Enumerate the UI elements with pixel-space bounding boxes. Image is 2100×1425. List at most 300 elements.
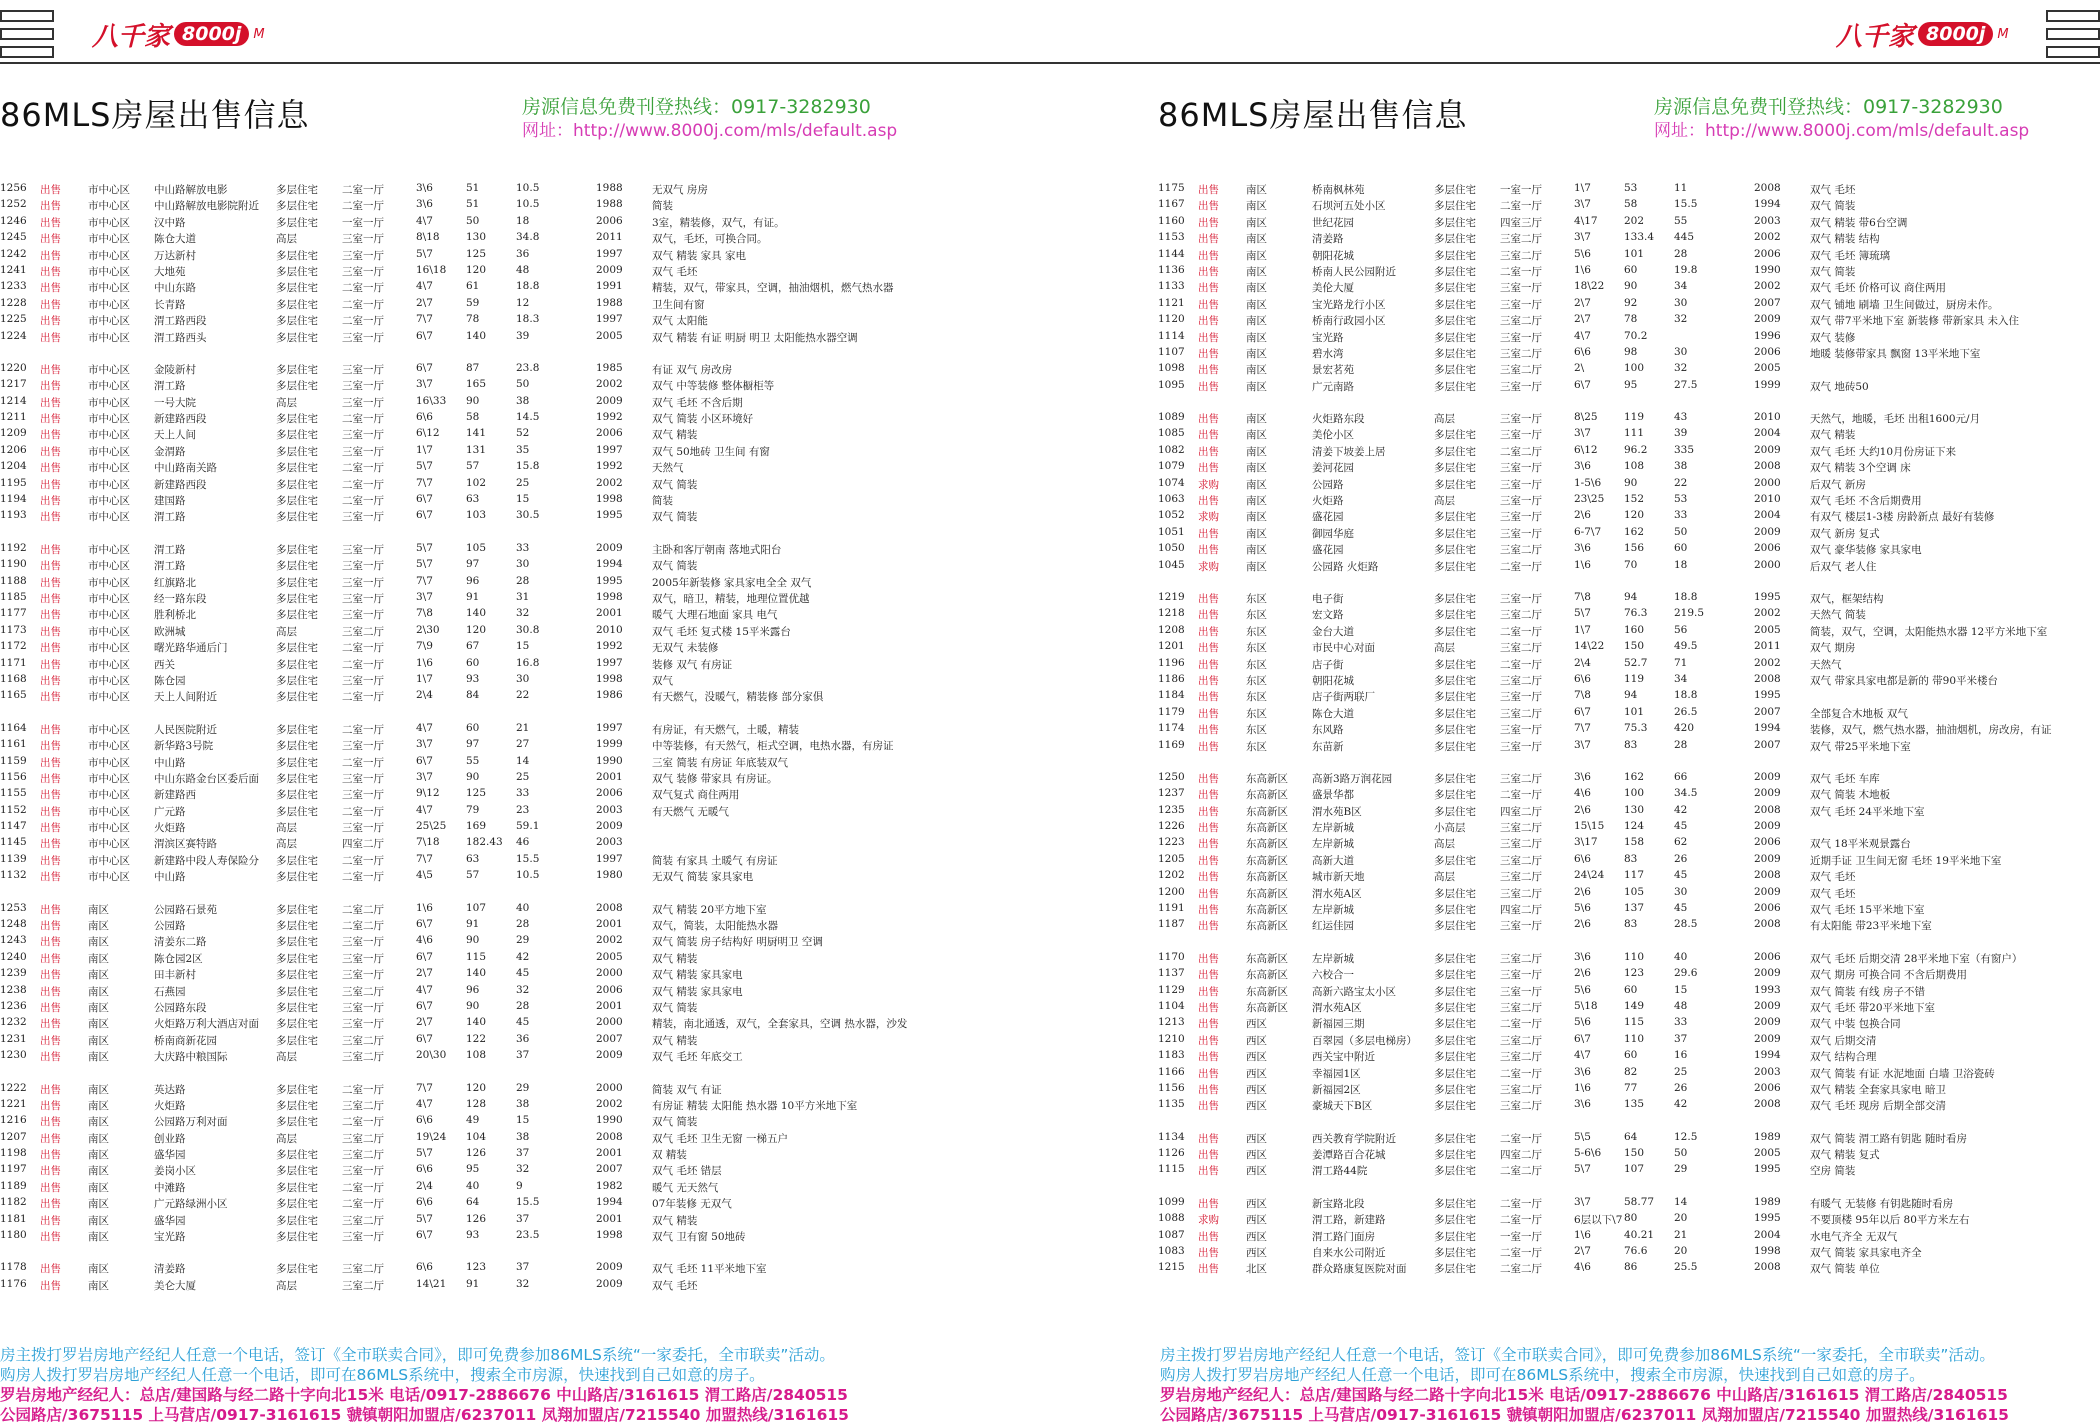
listing-id: 1187 <box>1158 918 1185 931</box>
listing-floor: 2\7 <box>416 967 433 980</box>
listing-year: 2004 <box>1754 509 1781 522</box>
listing-district: 南区 <box>88 1279 109 1292</box>
listing-type: 出售 <box>1198 331 1219 344</box>
listing-id: 1087 <box>1158 1228 1185 1241</box>
listing-area: 78 <box>466 313 480 326</box>
listing-floor: 7\9 <box>416 640 433 653</box>
listing-row <box>1158 1163 2100 1179</box>
listing-id: 1237 <box>1158 787 1185 800</box>
listing-type: 出售 <box>40 315 61 328</box>
listing-notes: 双气 中等装修 整体橱柜等 <box>652 380 775 393</box>
listing-area: 95 <box>466 1163 480 1176</box>
listing-location: 新福园2区 <box>1312 1083 1361 1096</box>
listing-year: 1997 <box>596 721 623 734</box>
listing-year: 1980 <box>596 869 623 882</box>
listing-location: 世纪花园 <box>1312 216 1354 229</box>
listing-notes: 双气 简装 <box>652 478 698 491</box>
listing-floor: 6\6 <box>1574 852 1591 865</box>
listing-id: 1190 <box>0 558 27 571</box>
listing-building-type: 多层住宅 <box>276 1149 318 1162</box>
listing-layout: 二室一厅 <box>1500 1132 1542 1145</box>
listing-id: 1213 <box>1158 1016 1185 1029</box>
listing-district: 市中心区 <box>88 413 130 426</box>
listing-id: 1184 <box>1158 689 1185 702</box>
listing-building-type: 多层住宅 <box>276 756 318 769</box>
listing-year: 1999 <box>596 738 623 751</box>
listing-layout: 二室一厅 <box>342 495 384 508</box>
listing-row <box>1158 1229 2100 1245</box>
listing-type: 出售 <box>1198 298 1219 311</box>
listing-row <box>0 297 1040 313</box>
listing-district: 东高新区 <box>1246 789 1288 802</box>
listing-price: 23.8 <box>516 361 540 374</box>
listing-price: 30.8 <box>516 623 540 636</box>
listing-location: 盛华园 <box>154 1214 186 1227</box>
listing-row <box>0 1180 1040 1196</box>
listing-notes: 双气 毛坯 不含后期费用 <box>1810 495 1922 508</box>
listing-layout: 三室二厅 <box>1500 772 1542 785</box>
listing-id: 1216 <box>0 1114 27 1127</box>
listing-floor: 4\7 <box>1574 329 1591 342</box>
listing-district: 南区 <box>1246 298 1267 311</box>
listing-year: 1998 <box>1754 1245 1781 1258</box>
listing-layout: 二室一厅 <box>342 723 384 736</box>
listing-location: 中山东路 <box>154 282 196 295</box>
listing-location: 渭水苑B区 <box>1312 805 1362 818</box>
listing-id: 1135 <box>1158 1098 1185 1111</box>
listing-id: 1194 <box>0 493 27 506</box>
listing-layout: 二室一厅 <box>342 1116 384 1129</box>
listing-notes: 装修，双气，燃气热水器，抽油烟机，房改房，有证 <box>1810 724 2052 737</box>
listing-layout: 三室一厅 <box>1500 495 1542 508</box>
listing-building-type: 多层住宅 <box>1434 249 1476 262</box>
listing-location: 姜河花园 <box>1312 462 1354 475</box>
listing-id: 1169 <box>1158 738 1185 751</box>
listing-area: 93 <box>466 1229 480 1242</box>
listing-row <box>1158 886 2100 902</box>
listing-row <box>0 215 1040 231</box>
listing-area: 60 <box>1624 983 1638 996</box>
listing-year: 2007 <box>1754 738 1781 751</box>
listing-row <box>1158 1033 2100 1049</box>
listing-building-type: 多层住宅 <box>1434 887 1476 900</box>
listing-building-type: 多层住宅 <box>276 1198 318 1211</box>
listing-building-type: 多层住宅 <box>1434 674 1476 687</box>
listing-location: 景宏茗苑 <box>1312 364 1354 377</box>
listing-building-type: 多层住宅 <box>276 216 318 229</box>
listing-floor: 16\33 <box>416 394 447 407</box>
listing-id: 1215 <box>1158 1261 1185 1274</box>
listing-location: 左岸新城 <box>1312 904 1354 917</box>
listing-floor: 6\7 <box>1574 378 1591 391</box>
listing-location: 公园路万利对面 <box>154 1116 228 1129</box>
listing-year: 2009 <box>1754 443 1781 456</box>
listing-building-type: 多层住宅 <box>276 789 318 802</box>
listing-id: 1235 <box>1158 803 1185 816</box>
listing-price: 28 <box>516 918 530 931</box>
listing-type: 出售 <box>40 233 61 246</box>
listing-floor: 6\7 <box>416 950 433 963</box>
listing-floor: 7\7 <box>416 574 433 587</box>
listing-layout: 三室二厅 <box>1500 642 1542 655</box>
listing-layout: 三室一厅 <box>342 331 384 344</box>
listing-building-type: 多层住宅 <box>276 298 318 311</box>
listing-year: 2001 <box>596 607 623 620</box>
listing-year: 2002 <box>1754 280 1781 293</box>
listing-id: 1137 <box>1158 967 1185 980</box>
listing-row <box>0 738 1040 754</box>
listing-price: 25 <box>516 770 530 783</box>
listing-year: 1990 <box>1754 263 1781 276</box>
listing-price: 21 <box>1674 1228 1688 1241</box>
listing-id: 1206 <box>0 443 27 456</box>
listing-floor: 9\12 <box>416 787 440 800</box>
listing-area: 124 <box>1624 820 1645 833</box>
listing-row <box>0 836 1040 852</box>
listing-district: 市中心区 <box>88 495 130 508</box>
listing-building-type: 多层住宅 <box>276 363 318 376</box>
listing-id: 1239 <box>0 967 27 980</box>
listing-notes: 双气 简装 木地板 <box>1810 789 1891 802</box>
listing-district: 市中心区 <box>88 740 130 753</box>
listing-price: 49.5 <box>1674 640 1698 653</box>
listing-price: 11 <box>1674 182 1688 194</box>
listing-area: 40 <box>466 1179 480 1192</box>
listing-layout: 三室二厅 <box>1500 674 1542 687</box>
listing-notes: 双气 简装 <box>652 1116 698 1129</box>
listing-year: 2002 <box>596 378 623 391</box>
listing-area: 63 <box>466 493 480 506</box>
listing-area: 60 <box>466 721 480 734</box>
listing-district: 南区 <box>1246 445 1267 458</box>
listing-location: 宝光路 <box>1312 331 1344 344</box>
listing-area: 140 <box>466 1016 487 1029</box>
listing-id: 1178 <box>0 1261 27 1274</box>
listing-type: 出售 <box>1198 1083 1219 1096</box>
listing-floor: 1-5\6 <box>1574 476 1602 489</box>
listing-layout: 三室一厅 <box>342 609 384 622</box>
listing-row <box>0 1147 1040 1163</box>
listing-location: 新华路3号院 <box>154 740 214 753</box>
listing-area: 51 <box>466 182 480 194</box>
listing-location: 新宝路北段 <box>1312 1197 1365 1210</box>
listing-type: 出售 <box>40 805 61 818</box>
listing-area: 150 <box>1624 1147 1645 1160</box>
listing-type: 出售 <box>1198 233 1219 246</box>
listing-id: 1171 <box>0 656 27 669</box>
listing-id: 1079 <box>1158 460 1185 473</box>
listing-floor: 2\7 <box>416 1016 433 1029</box>
listing-id: 1082 <box>1158 443 1185 456</box>
listing-layout: 三室二厅 <box>1500 1001 1542 1014</box>
listing-floor: 7\18 <box>416 836 440 849</box>
listing-floor: 4\5 <box>416 869 433 882</box>
listing-notes: 双气，简装，太阳能热水器 <box>652 920 778 933</box>
listing-floor: 2\ <box>1574 362 1585 375</box>
listing-area: 96.2 <box>1624 443 1648 456</box>
listing-district: 东高新区 <box>1246 854 1288 867</box>
listing-layout: 二室二厅 <box>1500 445 1542 458</box>
listing-price: 34.8 <box>516 231 540 244</box>
listing-building-type: 多层住宅 <box>276 805 318 818</box>
listing-floor: 23\25 <box>1574 493 1605 506</box>
listing-notes: 简装 <box>652 200 673 213</box>
listing-year: 2006 <box>596 214 623 227</box>
listing-price: 39 <box>1674 427 1688 440</box>
listing-layout: 四室二厅 <box>1500 1149 1542 1162</box>
listing-id: 1233 <box>0 280 27 293</box>
listing-district: 南区 <box>1246 364 1267 377</box>
listing-district: 市中心区 <box>88 184 130 196</box>
listing-area: 122 <box>466 1032 487 1045</box>
listing-type: 出售 <box>40 380 61 393</box>
listing-floor: 5\6 <box>1574 1016 1591 1029</box>
listing-price: 42 <box>1674 803 1688 816</box>
listing-price: 18 <box>1674 558 1688 571</box>
listing-floor: 2\6 <box>1574 885 1591 898</box>
listing-building-type: 多层住宅 <box>276 1231 318 1244</box>
listing-location: 姜岗小区 <box>154 1165 196 1178</box>
listing-notes: 双气 毛坯 <box>652 265 698 278</box>
listing-building-type: 多层住宅 <box>276 592 318 605</box>
listing-type: 出售 <box>1198 1018 1219 1031</box>
listing-area: 104 <box>466 1130 487 1143</box>
listing-building-type: 多层住宅 <box>1434 969 1476 982</box>
listing-building-type: 多层住宅 <box>276 674 318 687</box>
listing-id: 1145 <box>0 836 27 849</box>
listing-building-type: 多层住宅 <box>1434 1214 1476 1227</box>
listing-location: 长青路 <box>154 298 186 311</box>
listing-id: 1189 <box>0 1179 27 1192</box>
listing-floor: 7\7 <box>416 852 433 865</box>
listing-type: 出售 <box>40 674 61 687</box>
listing-building-type: 多层住宅 <box>276 609 318 622</box>
listing-layout: 三室二厅 <box>1500 952 1542 965</box>
listing-building-type: 多层住宅 <box>1434 1100 1476 1113</box>
listing-id: 1225 <box>0 313 27 326</box>
listing-row <box>0 575 1040 591</box>
listing-layout: 三室一厅 <box>1500 920 1542 933</box>
listing-district: 西区 <box>1246 1132 1267 1145</box>
listing-district: 南区 <box>1246 347 1267 360</box>
listing-district: 东区 <box>1246 691 1267 704</box>
listing-year: 2008 <box>1754 182 1781 194</box>
listing-district: 东区 <box>1246 625 1267 638</box>
listing-district: 市中心区 <box>88 723 130 736</box>
listing-id: 1240 <box>0 950 27 963</box>
listing-row <box>1158 1245 2100 1261</box>
listing-price: 46 <box>516 836 530 849</box>
listing-area: 94 <box>1624 689 1638 702</box>
listing-layout: 三室二厅 <box>1500 838 1542 851</box>
listing-row <box>0 657 1040 673</box>
listing-year: 2006 <box>1754 836 1781 849</box>
listing-layout: 三室一厅 <box>1500 969 1542 982</box>
listing-id: 1129 <box>1158 983 1185 996</box>
listing-price: 20 <box>1674 1212 1688 1225</box>
listing-layout: 三室一厅 <box>342 740 384 753</box>
listing-notes: 全部复合木地板 双气 <box>1810 707 1908 720</box>
listing-type: 出售 <box>1198 1067 1219 1080</box>
listing-type: 出售 <box>40 625 61 638</box>
listing-area: 98 <box>1624 345 1638 358</box>
listing-notes: 双气 毛坯 复式楼 15平米露台 <box>652 625 791 638</box>
listing-year: 2009 <box>1754 525 1781 538</box>
listing-id: 1156 <box>1158 1081 1185 1094</box>
listing-notes: 双气 简装 <box>652 511 698 524</box>
listing-id: 1208 <box>1158 623 1185 636</box>
listing-layout: 一室一厅 <box>1500 1230 1542 1243</box>
listing-district: 东高新区 <box>1246 904 1288 917</box>
listing-row <box>0 1196 1040 1212</box>
listing-area: 149 <box>1624 999 1645 1012</box>
listing-area: 67 <box>466 640 480 653</box>
listing-year: 1998 <box>596 1229 623 1242</box>
listing-type: 出售 <box>40 1198 61 1211</box>
listing-notes: 双气，框架结构 <box>1810 592 1884 605</box>
listing-area: 125 <box>466 247 487 260</box>
listing-id: 1200 <box>1158 885 1185 898</box>
website-link[interactable]: 网址：http://www.8000j.com/mls/default.asp <box>1654 121 2030 141</box>
hotline-text: 房源信息免费刊登热线：0917-3282930 <box>522 96 871 118</box>
listing-floor: 19\24 <box>416 1130 447 1143</box>
listing-location: 西关 <box>154 658 175 671</box>
listing-id: 1126 <box>1158 1147 1185 1160</box>
listing-row <box>1158 1147 2100 1163</box>
listing-area: 50 <box>466 214 480 227</box>
listing-layout: 三室一厅 <box>342 592 384 605</box>
listing-price: 30 <box>516 558 530 571</box>
listing-type: 出售 <box>1198 805 1219 818</box>
listing-district: 南区 <box>1246 216 1267 229</box>
listing-district: 西区 <box>1246 1247 1267 1260</box>
listing-price: 33 <box>1674 1016 1688 1029</box>
listing-price: 53 <box>1674 493 1688 506</box>
listing-year: 1995 <box>596 509 623 522</box>
listing-notes: 天然气，地暖，毛坯 出租1600元/月 <box>1810 413 1981 426</box>
listing-floor: 1\7 <box>1574 623 1591 636</box>
listing-row <box>0 378 1040 394</box>
listing-layout: 二室一厅 <box>342 642 384 655</box>
listing-row <box>1158 280 2100 296</box>
listing-location: 陈仓大道 <box>1312 707 1354 720</box>
listing-year: 1998 <box>596 672 623 685</box>
listing-area: 100 <box>1624 362 1645 375</box>
listing-building-type: 高层 <box>276 1051 297 1064</box>
listing-notes: 双气 精装 <box>652 429 698 442</box>
listing-year: 1997 <box>596 656 623 669</box>
listing-building-type: 多层住宅 <box>1434 724 1476 737</box>
listing-district: 市中心区 <box>88 363 130 376</box>
listing-price: 28 <box>516 574 530 587</box>
listing-area: 90 <box>1624 476 1638 489</box>
listing-location: 清姜路 <box>1312 233 1344 246</box>
group-gap <box>1158 935 2100 951</box>
listing-type: 求购 <box>1198 478 1219 491</box>
listing-area: 96 <box>466 983 480 996</box>
listing-id: 1172 <box>0 640 27 653</box>
listing-building-type: 多层住宅 <box>276 1165 318 1178</box>
listing-id: 1133 <box>1158 280 1185 293</box>
listing-location: 欧洲城 <box>154 625 186 638</box>
listing-area: 58 <box>1624 198 1638 211</box>
listing-area: 91 <box>466 918 480 931</box>
listing-year: 2009 <box>596 820 623 833</box>
listing-type: 出售 <box>40 871 61 884</box>
listing-area: 90 <box>466 770 480 783</box>
listing-district: 南区 <box>88 1001 109 1014</box>
listing-id: 1223 <box>1158 836 1185 849</box>
listing-location: 万达新村 <box>154 249 196 262</box>
listing-district: 南区 <box>1246 478 1267 491</box>
listing-building-type: 多层住宅 <box>1434 1132 1476 1145</box>
listing-id: 1152 <box>0 803 27 816</box>
listing-id: 1156 <box>0 770 27 783</box>
listing-building-type: 高层 <box>276 396 297 409</box>
listing-layout: 二室一厅 <box>342 854 384 867</box>
listing-year: 1995 <box>1754 689 1781 702</box>
listing-district: 东高新区 <box>1246 985 1288 998</box>
listing-type: 出售 <box>1198 724 1219 737</box>
listing-type: 出售 <box>40 838 61 851</box>
listing-price: 18 <box>516 214 530 227</box>
listing-location: 大地苑 <box>154 265 186 278</box>
website-link[interactable]: 网址：http://www.8000j.com/mls/default.asp <box>522 121 898 141</box>
listing-type: 出售 <box>40 642 61 655</box>
listing-row <box>0 1049 1040 1065</box>
listing-layout: 三室一厅 <box>1500 478 1542 491</box>
listing-area: 103 <box>466 509 487 522</box>
listing-location: 朝阳花城 <box>1312 674 1354 687</box>
group-gap <box>0 886 1040 902</box>
listing-type: 出售 <box>1198 1263 1219 1276</box>
listing-district: 西区 <box>1246 1051 1267 1064</box>
listing-floor: 2\7 <box>1574 296 1591 309</box>
listing-price: 10.5 <box>516 182 540 194</box>
listing-floor: 15\15 <box>1574 820 1605 833</box>
listing-notes: 双气 毛坯 错层 <box>652 1165 722 1178</box>
listing-row <box>1158 1016 2100 1032</box>
listing-district: 南区 <box>1246 527 1267 540</box>
listing-area: 140 <box>466 329 487 342</box>
listing-price: 32 <box>516 607 530 620</box>
listing-id: 1177 <box>0 607 27 620</box>
listing-location: 中山路南关路 <box>154 462 217 475</box>
listing-building-type: 多层住宅 <box>1434 364 1476 377</box>
listing-year: 1992 <box>596 460 623 473</box>
listing-location: 广元南路 <box>1312 380 1354 393</box>
listing-row <box>1158 330 2100 346</box>
listing-row <box>1158 853 2100 869</box>
listing-price: 10.5 <box>516 869 540 882</box>
listing-id: 1253 <box>0 901 27 914</box>
listing-layout: 三室二厅 <box>1500 707 1542 720</box>
listing-price: 40 <box>516 901 530 914</box>
listing-year: 1989 <box>1754 1195 1781 1208</box>
listing-table <box>1158 182 2100 1278</box>
listing-location: 姜潭路百合花城 <box>1312 1149 1386 1162</box>
listing-building-type: 多层住宅 <box>1434 1230 1476 1243</box>
listing-page-left <box>0 90 1040 1425</box>
listing-layout: 三室二厅 <box>342 1132 384 1145</box>
listing-area: 91 <box>466 590 480 603</box>
listing-building-type: 高层 <box>1434 838 1455 851</box>
listing-row <box>0 591 1040 607</box>
listing-year: 2006 <box>1754 542 1781 555</box>
listing-location: 盛花园 <box>1312 544 1344 557</box>
listing-notes: 有房证，有天燃气，土暖，精装 <box>652 723 799 736</box>
listing-type: 出售 <box>40 216 61 229</box>
